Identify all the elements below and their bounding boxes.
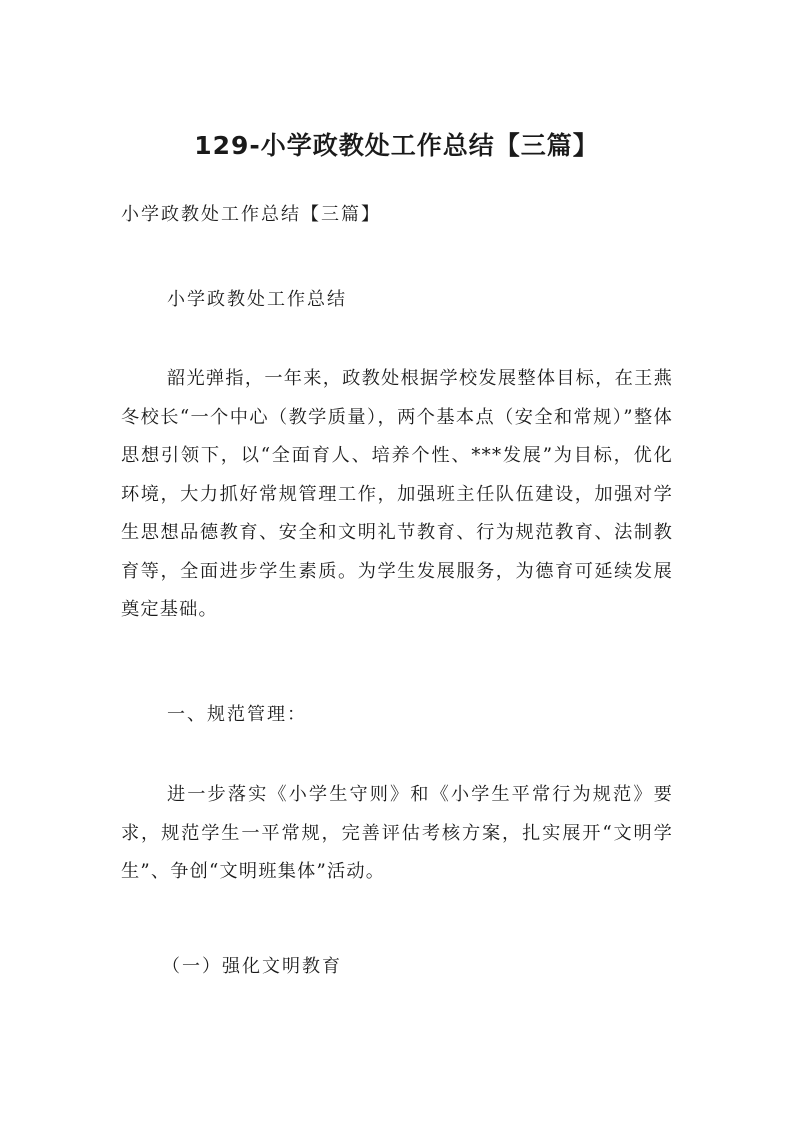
document-title: 129-小学政教处工作总结【三篇】	[194, 131, 599, 160]
paragraph-intro: 韶光弹指，一年来，政教处根据学校发展整体目标，在王燕冬校长“一个中心（教学质量），两个基本点（安全和常规）”整体思想引领下，以“全面育人、培养个性、***发展”为目标，优化环境，大力抓好常规管理工作，加强班主任队伍建设，加强对学生思想品德教育、安全和文明礼节教育、行为规范教育、法制教育等，全面进步学生素质。为学生发展服务，为德育可延续发展奠定基础。	[121, 368, 673, 620]
document-subtitle: 小学政教处工作总结【三篇】	[121, 204, 381, 225]
section-heading-standard-management: 一、规范管理：	[167, 704, 307, 725]
section-heading-civility-education: （一）强化文明教育	[162, 956, 342, 977]
paragraph-standard-management: 进一步落实《小学生守则》和《小学生平常行为规范》要求，规范学生一平常规，完善评估考核方案，扎实展开“文明学生”、争创“文明班集体”活动。	[121, 784, 673, 882]
section-heading-summary: 小学政教处工作总结	[167, 289, 347, 310]
